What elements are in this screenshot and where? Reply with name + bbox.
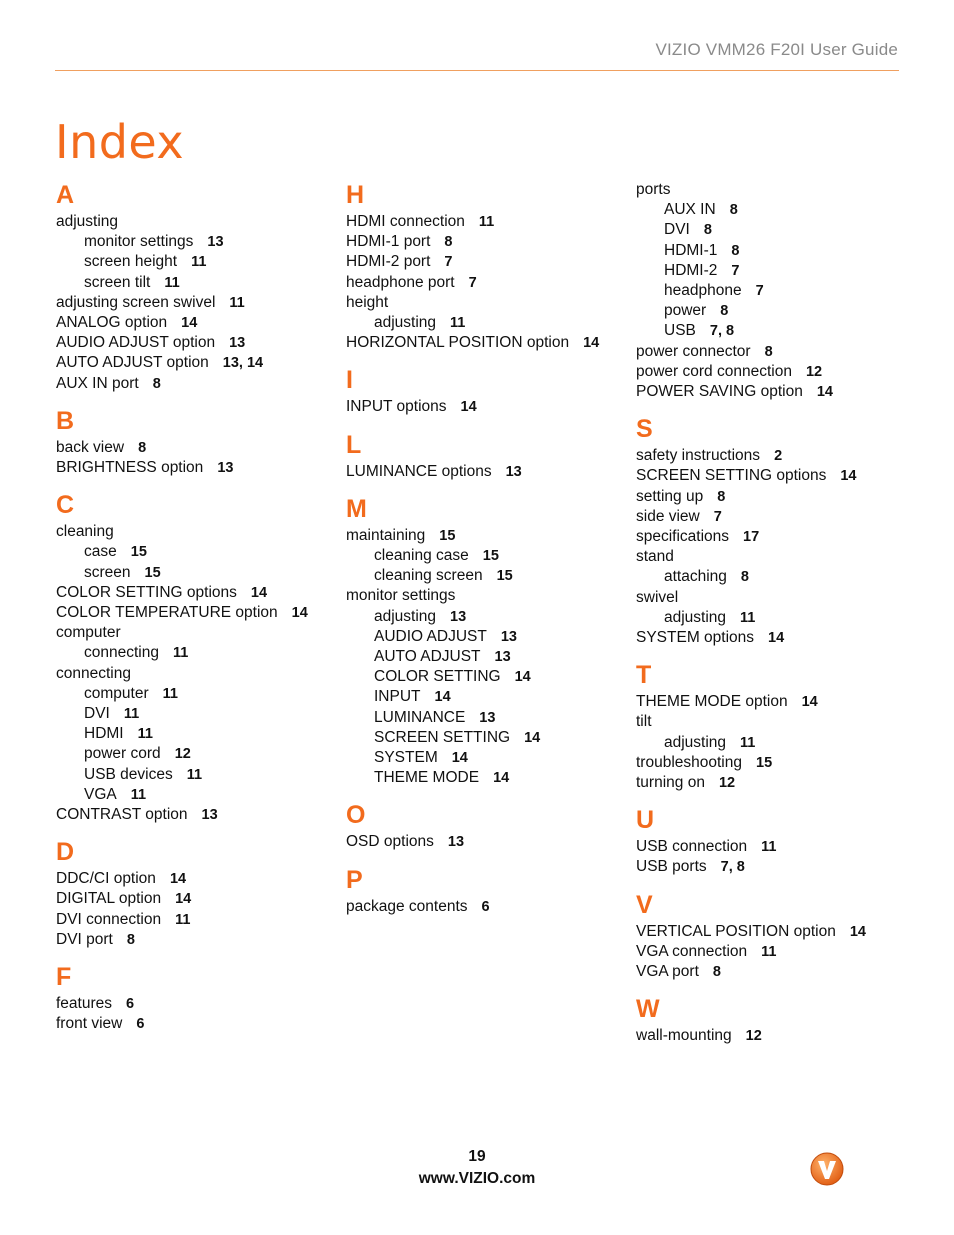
entry-term: HDMI-2 <box>664 261 718 279</box>
section-letter: M <box>346 494 367 523</box>
entry-page-ref[interactable]: 14 <box>460 399 477 416</box>
entry-term: SYSTEM <box>374 749 438 767</box>
index-entry <box>56 333 336 353</box>
entry-page-ref[interactable]: 15 <box>130 544 147 561</box>
entry-term: adjusting <box>374 314 437 332</box>
index-section <box>636 180 916 402</box>
entry-page-ref[interactable]: 8 <box>152 375 161 392</box>
index-entry <box>56 522 336 542</box>
entry-term: USB ports <box>636 858 707 876</box>
entry-page-ref[interactable]: 11 <box>130 786 147 803</box>
entry-term: USB <box>664 322 696 340</box>
entry-page-ref[interactable]: 13 <box>479 709 496 726</box>
entry-term: features <box>56 995 113 1013</box>
index-section <box>346 428 626 482</box>
index-column-3 <box>636 180 916 1057</box>
entry-term: tilt <box>636 713 652 731</box>
index-section <box>346 492 626 789</box>
index-subentry <box>346 647 626 667</box>
entry-page-ref[interactable]: 7 <box>468 274 477 291</box>
entry-page-ref[interactable]: 14 <box>291 605 308 622</box>
index-entry <box>636 773 916 793</box>
index-entry <box>56 374 336 394</box>
entry-term: monitor settings <box>346 587 456 605</box>
entry-page-ref[interactable]: 13, 14 <box>222 355 264 372</box>
index-entry <box>346 586 626 606</box>
entry-page-ref[interactable]: 7, 8 <box>720 859 745 876</box>
entry-page-ref[interactable]: 14 <box>493 770 510 787</box>
entry-term: headphone <box>664 282 742 300</box>
section-letter: S <box>636 415 653 444</box>
entry-page-ref[interactable]: 12 <box>174 746 191 763</box>
entry-term: attaching <box>664 568 727 586</box>
section-letter: C <box>56 491 75 520</box>
index-entry <box>56 664 336 684</box>
index-entry <box>636 857 916 877</box>
entry-page-ref[interactable]: 14 <box>169 871 187 888</box>
entry-term: side view <box>636 507 700 525</box>
index-subentry <box>636 301 916 321</box>
entry-page-ref[interactable]: 6 <box>481 898 490 915</box>
entry-term: screen height <box>84 253 178 271</box>
entry-page-ref[interactable]: 13 <box>494 649 511 666</box>
entry-page-ref[interactable]: 11 <box>478 214 495 230</box>
index-entry <box>56 930 336 950</box>
entry-term: DIGITAL option <box>56 890 162 908</box>
entry-term: SCREEN SETTING <box>374 728 511 746</box>
section-letter: I <box>346 366 353 395</box>
entry-term: AUTO ADJUST <box>374 648 481 666</box>
entry-page-ref[interactable]: 7, 8 <box>709 323 735 340</box>
entry-term: HDMI <box>84 725 124 743</box>
entry-term: adjusting <box>374 607 437 625</box>
entry-term: VERTICAL POSITION option <box>636 922 836 940</box>
entry-term: LUMINANCE options <box>346 462 492 480</box>
entry-page-ref[interactable]: 7 <box>731 262 740 279</box>
index-entry <box>56 293 336 313</box>
entry-term: power connector <box>636 342 751 360</box>
index-entry <box>636 446 916 466</box>
entry-page-ref[interactable]: 6 <box>126 996 135 1013</box>
index-subentry <box>636 241 916 261</box>
entry-page-ref[interactable]: 11 <box>137 726 153 743</box>
index-section <box>56 960 336 1034</box>
index-entry <box>636 547 916 567</box>
index-section <box>636 803 916 877</box>
entry-page-ref[interactable]: 7 <box>713 508 722 525</box>
index-entry <box>346 526 626 546</box>
index-entry <box>56 623 336 643</box>
entry-term: THEME MODE option <box>636 693 788 711</box>
entry-term: specifications <box>636 528 730 546</box>
entry-page-ref[interactable]: 13 <box>217 460 234 477</box>
entry-page-ref[interactable]: 14 <box>768 630 785 647</box>
entry-term: VGA port <box>636 963 699 981</box>
entry-term: COLOR SETTING options <box>56 583 237 601</box>
entry-term: power cord <box>84 745 161 763</box>
entry-page-ref[interactable]: 11 <box>172 645 189 662</box>
entry-term: power <box>664 302 707 320</box>
entry-term: connecting <box>84 644 159 662</box>
entry-page-ref[interactable]: 7 <box>755 283 764 300</box>
entry-term: USB devices <box>84 765 173 783</box>
entry-term: turning on <box>636 774 705 792</box>
index-subentry <box>636 733 916 753</box>
index-subentry <box>56 785 336 805</box>
entry-page-ref[interactable]: 8 <box>444 234 453 251</box>
index-subentry <box>636 321 916 341</box>
index-entry <box>636 692 916 712</box>
entry-page-ref[interactable]: 13 <box>500 628 517 645</box>
entry-page-ref[interactable]: 11 <box>740 734 756 751</box>
index-subentry <box>56 563 336 583</box>
entry-term: THEME MODE <box>374 769 480 787</box>
index-entry <box>636 962 916 982</box>
section-letter: H <box>346 181 365 209</box>
entry-page-ref[interactable]: 12 <box>805 363 823 380</box>
index-entry <box>636 466 916 486</box>
entry-term: cleaning case <box>374 547 469 565</box>
entry-page-ref[interactable]: 11 <box>162 685 178 702</box>
entry-term: front view <box>56 1015 123 1033</box>
entry-term: AUX IN port <box>56 374 139 392</box>
index-subentry <box>636 220 916 240</box>
entry-term: case <box>84 543 117 561</box>
entry-term: CONTRAST option <box>56 806 188 824</box>
entry-page-ref[interactable]: 15 <box>439 527 456 544</box>
index-subentry <box>346 708 626 728</box>
entry-term: COLOR TEMPERATURE option <box>56 604 278 622</box>
entry-term: AUX IN <box>664 201 716 219</box>
index-subentry <box>56 252 336 272</box>
index-subentry <box>346 687 626 707</box>
entry-term: connecting <box>56 664 131 682</box>
index-entry <box>56 458 336 478</box>
entry-page-ref[interactable]: 8 <box>731 242 740 259</box>
section-letter: T <box>636 661 652 690</box>
entry-page-ref[interactable]: 11 <box>761 839 777 856</box>
index-subentry <box>346 748 626 768</box>
entry-page-ref[interactable]: 13 <box>505 463 522 480</box>
index-entry <box>56 583 336 603</box>
entry-term: cleaning screen <box>374 567 483 585</box>
index-entry <box>56 1014 336 1034</box>
entry-page-ref[interactable]: 8 <box>720 303 729 320</box>
entry-term: DVI connection <box>56 910 162 928</box>
index-entry <box>636 507 916 527</box>
index-entry <box>346 333 626 353</box>
index-entry <box>56 889 336 909</box>
index-entry <box>346 897 626 917</box>
entry-term: cleaning <box>56 523 114 541</box>
entry-term: DVI <box>664 221 690 239</box>
index-section <box>346 178 626 353</box>
entry-term: POWER SAVING option <box>636 383 803 401</box>
index-entry <box>346 252 626 272</box>
index-subentry <box>346 768 626 788</box>
section-letter: F <box>56 963 72 992</box>
section-letter: V <box>636 890 653 919</box>
entry-term: USB connection <box>636 838 748 856</box>
entry-page-ref[interactable]: 11 <box>191 254 207 271</box>
index-section <box>56 488 336 825</box>
entry-page-ref[interactable]: 12 <box>718 775 736 792</box>
entry-term: setting up <box>636 487 704 505</box>
index-entry <box>636 837 916 857</box>
entry-page-ref[interactable]: 11 <box>123 706 140 723</box>
section-letter: W <box>636 995 660 1024</box>
entry-term: adjusting <box>664 733 727 751</box>
entry-page-ref[interactable]: 8 <box>764 343 773 360</box>
index-entry <box>636 753 916 773</box>
index-subentry <box>346 627 626 647</box>
entry-page-ref[interactable]: 11 <box>450 315 466 332</box>
index-entry <box>346 832 626 852</box>
entry-term: screen <box>84 563 131 581</box>
index-entry <box>56 212 336 232</box>
entry-term: adjusting screen swivel <box>56 293 216 311</box>
entry-page-ref[interactable]: 14 <box>451 750 468 767</box>
index-entry <box>56 805 336 825</box>
section-letter: B <box>56 406 75 435</box>
website-link[interactable]: www.VIZIO.com <box>418 1170 536 1187</box>
index-entry <box>56 994 336 1014</box>
entry-term: HORIZONTAL POSITION option <box>346 334 570 352</box>
index-subentry <box>346 728 626 748</box>
entry-page-ref[interactable]: 8 <box>740 569 749 586</box>
entry-term: ANALOG option <box>56 314 168 332</box>
entry-page-ref[interactable]: 15 <box>144 564 161 581</box>
index-subentry <box>346 667 626 687</box>
entry-term: back view <box>56 438 125 456</box>
index-subentry <box>636 261 916 281</box>
index-entry <box>346 462 626 482</box>
index-subentry <box>56 273 336 293</box>
index-entry <box>636 942 916 962</box>
section-letter: O <box>346 801 366 830</box>
index-entry <box>636 362 916 382</box>
entry-page-ref[interactable]: 14 <box>801 694 818 711</box>
entry-term: DVI <box>84 705 110 723</box>
entry-term: HDMI-2 port <box>346 253 431 271</box>
index-subentry <box>56 704 336 724</box>
entry-term: LUMINANCE <box>374 708 466 726</box>
index-subentry <box>636 200 916 220</box>
entry-page-ref[interactable]: 2 <box>774 448 783 465</box>
entry-term: screen tilt <box>84 273 151 291</box>
entry-term: COLOR SETTING <box>374 668 501 686</box>
index-subentry <box>56 744 336 764</box>
entry-page-ref[interactable]: 14 <box>514 669 531 686</box>
vizio-v-logo-icon <box>810 1152 844 1186</box>
entry-page-ref[interactable]: 14 <box>849 923 866 940</box>
entry-term: AUDIO ADJUST <box>374 627 487 645</box>
index-section <box>56 404 336 478</box>
index-entry <box>636 382 916 402</box>
entry-page-ref[interactable]: 8 <box>138 439 147 456</box>
index-entry <box>636 922 916 942</box>
page-title: Index <box>55 114 185 169</box>
section-letter: A <box>56 181 75 209</box>
index-subentry <box>636 281 916 301</box>
index-entry <box>346 232 626 252</box>
index-subentry <box>346 607 626 627</box>
entry-page-ref[interactable]: 13 <box>450 608 467 625</box>
section-letter: L <box>346 430 362 459</box>
entry-page-ref[interactable]: 14 <box>840 468 857 485</box>
index-entry <box>346 293 626 313</box>
entry-term: maintaining <box>346 526 426 544</box>
index-section <box>346 863 626 917</box>
entry-term: package contents <box>346 897 468 915</box>
entry-term: INPUT options <box>346 398 447 416</box>
index-section <box>56 835 336 950</box>
index-entry <box>636 180 916 200</box>
entry-term: computer <box>56 624 121 642</box>
guide-title: VIZIO VMM26 F20I User Guide <box>655 40 898 59</box>
entry-page-ref[interactable]: 11 <box>229 294 245 311</box>
entry-term: headphone port <box>346 273 455 291</box>
entry-page-ref[interactable]: 8 <box>717 488 726 505</box>
entry-page-ref[interactable]: 14 <box>434 689 451 706</box>
section-letter: U <box>636 806 655 835</box>
entry-term: computer <box>84 684 149 702</box>
index-entry <box>636 1026 916 1046</box>
index-entry <box>636 487 916 507</box>
section-letter: P <box>346 865 363 894</box>
entry-page-ref[interactable]: 11 <box>740 609 756 626</box>
entry-page-ref[interactable]: 11 <box>164 274 180 291</box>
index-section <box>636 888 916 983</box>
index-subentry <box>56 643 336 663</box>
index-entry <box>636 628 916 648</box>
index-section <box>346 363 626 417</box>
entry-term: HDMI-1 <box>664 241 718 259</box>
index-entry <box>636 588 916 608</box>
entry-term: AUTO ADJUST option <box>56 354 209 372</box>
entry-term: swivel <box>636 588 679 606</box>
index-entry <box>346 212 626 232</box>
entry-page-ref[interactable]: 8 <box>703 222 712 239</box>
entry-page-ref[interactable]: 15 <box>496 568 513 585</box>
index-subentry <box>636 567 916 587</box>
entry-page-ref[interactable]: 12 <box>745 1028 762 1045</box>
entry-page-ref[interactable]: 14 <box>524 729 541 746</box>
entry-term: HDMI connection <box>346 213 465 230</box>
entry-term: safety instructions <box>636 447 761 465</box>
entry-term: AUDIO ADJUST option <box>56 334 216 352</box>
entry-term: DVI port <box>56 930 113 948</box>
index-column-1 <box>56 178 336 1045</box>
entry-page-ref[interactable]: 11 <box>186 766 203 783</box>
entry-term: OSD options <box>346 833 434 851</box>
entry-page-ref[interactable]: 15 <box>482 548 499 565</box>
index-subentry <box>56 542 336 562</box>
entry-page-ref[interactable]: 14 <box>181 315 198 332</box>
entry-term: INPUT <box>374 688 421 706</box>
entry-page-ref[interactable]: 11 <box>761 943 777 960</box>
index-subentry <box>636 608 916 628</box>
index-section <box>346 798 626 852</box>
entry-term: adjusting <box>664 608 727 626</box>
entry-term: VGA connection <box>636 942 748 960</box>
entry-term: power cord connection <box>636 362 792 380</box>
entry-page-ref[interactable]: 14 <box>816 384 833 401</box>
entry-page-ref[interactable]: 14 <box>175 891 192 908</box>
index-section <box>56 178 336 394</box>
page-number: 19 <box>468 1148 486 1165</box>
header-divider <box>55 70 899 71</box>
index-entry <box>56 438 336 458</box>
entry-page-ref[interactable]: 15 <box>756 754 773 771</box>
entry-term: SCREEN SETTING options <box>636 467 827 485</box>
index-entry <box>636 342 916 362</box>
entry-term: VGA <box>84 785 117 803</box>
index-entry <box>56 869 336 889</box>
entry-page-ref[interactable]: 7 <box>444 254 453 271</box>
entry-page-ref[interactable]: 6 <box>136 1016 145 1033</box>
index-subentry <box>56 724 336 744</box>
entry-page-ref[interactable]: 8 <box>126 931 135 948</box>
index-subentry <box>56 765 336 785</box>
index-subentry <box>346 566 626 586</box>
entry-term: DDC/CI option <box>56 870 156 888</box>
index-column-2 <box>346 178 626 927</box>
index-entry <box>56 910 336 930</box>
index-entry <box>56 353 336 373</box>
index-entry <box>346 397 626 417</box>
section-letter: D <box>56 838 75 867</box>
index-subentry <box>56 232 336 252</box>
index-subentry <box>346 546 626 566</box>
index-entry <box>346 273 626 293</box>
entry-page-ref[interactable]: 13 <box>201 807 218 824</box>
index-section <box>636 412 916 648</box>
entry-term: monitor settings <box>84 233 194 251</box>
entry-term: HDMI-1 port <box>346 233 431 251</box>
entry-page-ref[interactable]: 8 <box>729 202 738 219</box>
index-entry <box>636 712 916 732</box>
entry-term: SYSTEM options <box>636 629 755 647</box>
entry-page-ref[interactable]: 14 <box>583 335 600 352</box>
index-entry <box>56 313 336 333</box>
index-section <box>636 992 916 1046</box>
entry-page-ref[interactable]: 13 <box>447 834 465 851</box>
entry-page-ref[interactable]: 17 <box>743 529 760 546</box>
entry-term: height <box>346 293 389 311</box>
entry-page-ref[interactable]: 13 <box>229 335 246 352</box>
index-section <box>636 658 916 793</box>
entry-term: troubleshooting <box>636 753 742 771</box>
entry-term: BRIGHTNESS option <box>56 459 204 477</box>
entry-page-ref[interactable]: 8 <box>712 964 721 981</box>
entry-term: stand <box>636 548 674 566</box>
entry-term: wall-mounting <box>636 1027 732 1045</box>
entry-page-ref[interactable]: 14 <box>250 584 268 601</box>
entry-page-ref[interactable]: 11 <box>175 911 191 928</box>
entry-page-ref[interactable]: 13 <box>207 234 224 251</box>
index-entry <box>636 527 916 547</box>
entry-term: adjusting <box>56 213 119 230</box>
index-subentry <box>346 313 626 333</box>
entry-term: ports <box>636 181 671 198</box>
index-entry <box>56 603 336 623</box>
index-subentry <box>56 684 336 704</box>
